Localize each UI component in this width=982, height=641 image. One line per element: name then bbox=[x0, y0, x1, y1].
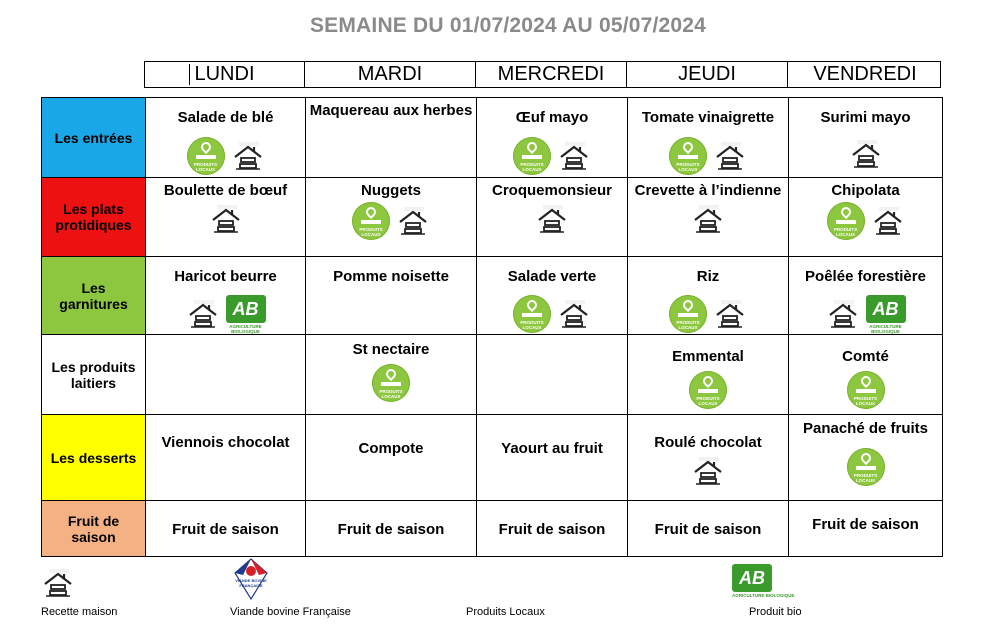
menu-cell bbox=[789, 178, 943, 257]
dish-icons bbox=[148, 137, 303, 175]
dish-name: Pomme noisette bbox=[333, 268, 449, 285]
page-title: SEMAINE DU 01/07/2024 AU 05/07/2024 bbox=[309, 14, 707, 37]
house-recipe-icon bbox=[691, 202, 725, 236]
menu-cell bbox=[477, 257, 628, 335]
dish-name: Surimi mayo bbox=[820, 109, 911, 126]
local-products-icon: PRODUITS LOCAUX bbox=[847, 371, 885, 409]
days-header bbox=[144, 61, 941, 88]
dish-name: Fruit de saison bbox=[812, 516, 919, 533]
menu-cell bbox=[146, 98, 306, 178]
dish-icons bbox=[791, 448, 940, 486]
menu-cell bbox=[146, 178, 306, 257]
organic-bio-icon: AB AGRICULTURE BIOLOGIQUE bbox=[732, 564, 794, 598]
menu-cell bbox=[477, 501, 628, 557]
menu-cell bbox=[628, 257, 789, 335]
dish-icons bbox=[148, 295, 303, 333]
house-recipe-icon bbox=[535, 202, 569, 236]
organic-bio-icon: AB AGRICULTURE BIOLOGIQUE bbox=[866, 295, 906, 333]
menu-cell bbox=[628, 98, 789, 178]
menu-row bbox=[42, 178, 943, 257]
menu-table bbox=[41, 97, 943, 557]
local-products-icon: PRODUITS LOCAUX bbox=[689, 371, 727, 409]
category-text: Les produits laitiers bbox=[51, 358, 136, 391]
dish-icons bbox=[791, 295, 940, 333]
category-text: Les desserts bbox=[50, 449, 137, 466]
dish-name: Fruit de saison bbox=[337, 521, 445, 538]
menu-row bbox=[42, 501, 943, 557]
dish-name: Riz bbox=[696, 268, 720, 285]
dish-name: Maquereau aux herbes bbox=[309, 102, 473, 119]
category-label bbox=[42, 98, 146, 178]
dish-name: Crevette à l’indienne bbox=[634, 182, 782, 199]
house-recipe-icon bbox=[826, 297, 860, 331]
local-products-icon: PRODUITS LOCAUX bbox=[669, 295, 707, 333]
dish-icons bbox=[630, 137, 786, 175]
category-label bbox=[42, 501, 146, 557]
legend-item-icon bbox=[41, 566, 75, 605]
dish-name: Salade de blé bbox=[177, 109, 274, 126]
menu-cell bbox=[146, 257, 306, 335]
menu-cell bbox=[789, 257, 943, 335]
dish-name: Yaourt au fruit bbox=[501, 440, 603, 457]
dish-name: Poêlée forestière bbox=[805, 268, 926, 285]
dish-name: St nectaire bbox=[352, 341, 430, 358]
local-products-icon: PRODUITS LOCAUX bbox=[827, 202, 865, 240]
dish-name: Chipolata bbox=[831, 182, 900, 199]
legend-label: Produits Locaux bbox=[466, 606, 545, 618]
menu-cell bbox=[789, 415, 943, 501]
house-recipe-icon bbox=[713, 139, 747, 173]
menu-cell bbox=[628, 335, 789, 415]
house-recipe-icon bbox=[41, 566, 75, 600]
menu-cell bbox=[477, 415, 628, 501]
category-label bbox=[42, 335, 146, 415]
menu-row bbox=[42, 415, 943, 501]
menu-cell bbox=[477, 98, 628, 178]
dish-name: Fruit de saison bbox=[498, 521, 606, 538]
dish-name: Roulé chocolat bbox=[654, 434, 762, 451]
day-header-mardi: MARDI bbox=[305, 62, 476, 87]
house-recipe-icon bbox=[691, 454, 725, 488]
dish-icons bbox=[479, 137, 625, 175]
category-label bbox=[42, 178, 146, 257]
dish-name: Œuf mayo bbox=[515, 109, 589, 126]
category-text: Les garnitures bbox=[59, 279, 128, 312]
menu-cell bbox=[789, 501, 943, 557]
dish-name: Fruit de saison bbox=[172, 521, 279, 538]
dish-icons bbox=[308, 202, 474, 240]
legend-item-icon bbox=[732, 564, 794, 598]
dish-icons bbox=[630, 295, 786, 333]
dish-name: Nuggets bbox=[361, 182, 421, 199]
dish-name: Croquemonsieur bbox=[491, 182, 612, 199]
menu-cell bbox=[306, 335, 477, 415]
organic-bio-icon: AB AGRICULTURE BIOLOGIQUE bbox=[226, 295, 266, 333]
category-text: Les plats protidiques bbox=[55, 201, 132, 233]
menu-cell bbox=[477, 335, 628, 415]
dish-icons bbox=[791, 202, 940, 240]
local-products-icon: PRODUITS LOCAUX bbox=[513, 137, 551, 175]
menu-cell bbox=[306, 98, 477, 178]
day-header-vendredi: VENDREDI bbox=[813, 63, 917, 85]
local-products-icon: PRODUITS LOCAUX bbox=[372, 364, 410, 402]
dish-name: Comté bbox=[842, 348, 889, 365]
menu-cell bbox=[306, 257, 477, 335]
category-label bbox=[42, 257, 146, 335]
house-recipe-icon bbox=[871, 204, 905, 238]
dish-icons bbox=[630, 202, 786, 236]
dish-name: Salade verte bbox=[507, 268, 597, 285]
dish-name: Compote bbox=[358, 440, 424, 457]
menu-row bbox=[42, 335, 943, 415]
house-recipe-icon bbox=[396, 204, 430, 238]
house-recipe-icon bbox=[231, 139, 265, 173]
dish-icons bbox=[630, 454, 786, 488]
french-beef-icon: VIANDE BOVINE FRANÇAISE bbox=[231, 557, 271, 601]
menu-cell bbox=[628, 178, 789, 257]
menu-cell bbox=[306, 501, 477, 557]
house-recipe-icon bbox=[713, 297, 747, 331]
menu-cell bbox=[789, 335, 943, 415]
dish-name: Emmental bbox=[672, 348, 744, 365]
house-recipe-icon bbox=[849, 137, 883, 171]
day-header-jeudi: JEUDI bbox=[627, 62, 788, 87]
local-products-icon: PRODUITS LOCAUX bbox=[847, 448, 885, 486]
menu-row bbox=[42, 98, 943, 178]
menu-cell bbox=[789, 98, 943, 178]
day-header-mercredi: MERCREDI bbox=[476, 62, 627, 87]
dish-icons bbox=[308, 364, 474, 402]
local-products-icon: PRODUITS LOCAUX bbox=[513, 295, 551, 333]
local-products-icon: PRODUITS LOCAUX bbox=[352, 202, 390, 240]
house-recipe-icon bbox=[557, 139, 591, 173]
menu-cell bbox=[628, 415, 789, 501]
category-text: Fruit de saison bbox=[67, 512, 120, 545]
dish-icons bbox=[791, 371, 940, 409]
dish-icons bbox=[479, 295, 625, 333]
legend-label: Produit bio bbox=[749, 606, 802, 618]
legend-label: Viande bovine Française bbox=[230, 606, 351, 618]
menu-cell bbox=[146, 415, 306, 501]
day-header-lundi: LUNDI bbox=[145, 62, 305, 87]
category-label bbox=[42, 415, 146, 501]
legend-label: Recette maison bbox=[41, 606, 118, 618]
category-text: Les entrées bbox=[54, 129, 133, 146]
dish-name: Tomate vinaigrette bbox=[641, 109, 775, 126]
dish-icons bbox=[791, 137, 940, 171]
menu-cell bbox=[477, 178, 628, 257]
menu-cell bbox=[146, 335, 306, 415]
house-recipe-icon bbox=[209, 202, 243, 236]
dish-icons bbox=[148, 202, 303, 236]
menu-row bbox=[42, 257, 943, 335]
dish-name: Panaché de fruits bbox=[802, 420, 929, 437]
house-recipe-icon bbox=[186, 297, 220, 331]
house-recipe-icon bbox=[557, 297, 591, 331]
menu-cell bbox=[306, 415, 477, 501]
dish-name: Haricot beurre bbox=[174, 268, 277, 285]
local-products-icon: PRODUITS LOCAUX bbox=[669, 137, 707, 175]
dish-icons bbox=[630, 371, 786, 409]
menu-cell bbox=[628, 501, 789, 557]
legend-item-icon bbox=[231, 557, 271, 606]
dish-name: Boulette de bœuf bbox=[163, 182, 288, 199]
menu-cell bbox=[306, 178, 477, 257]
menu-cell bbox=[146, 501, 306, 557]
dish-name: Fruit de saison bbox=[654, 521, 762, 538]
dish-name: Viennois chocolat bbox=[161, 434, 290, 451]
local-products-icon: PRODUITS LOCAUX bbox=[187, 137, 225, 175]
dish-icons bbox=[479, 202, 625, 236]
